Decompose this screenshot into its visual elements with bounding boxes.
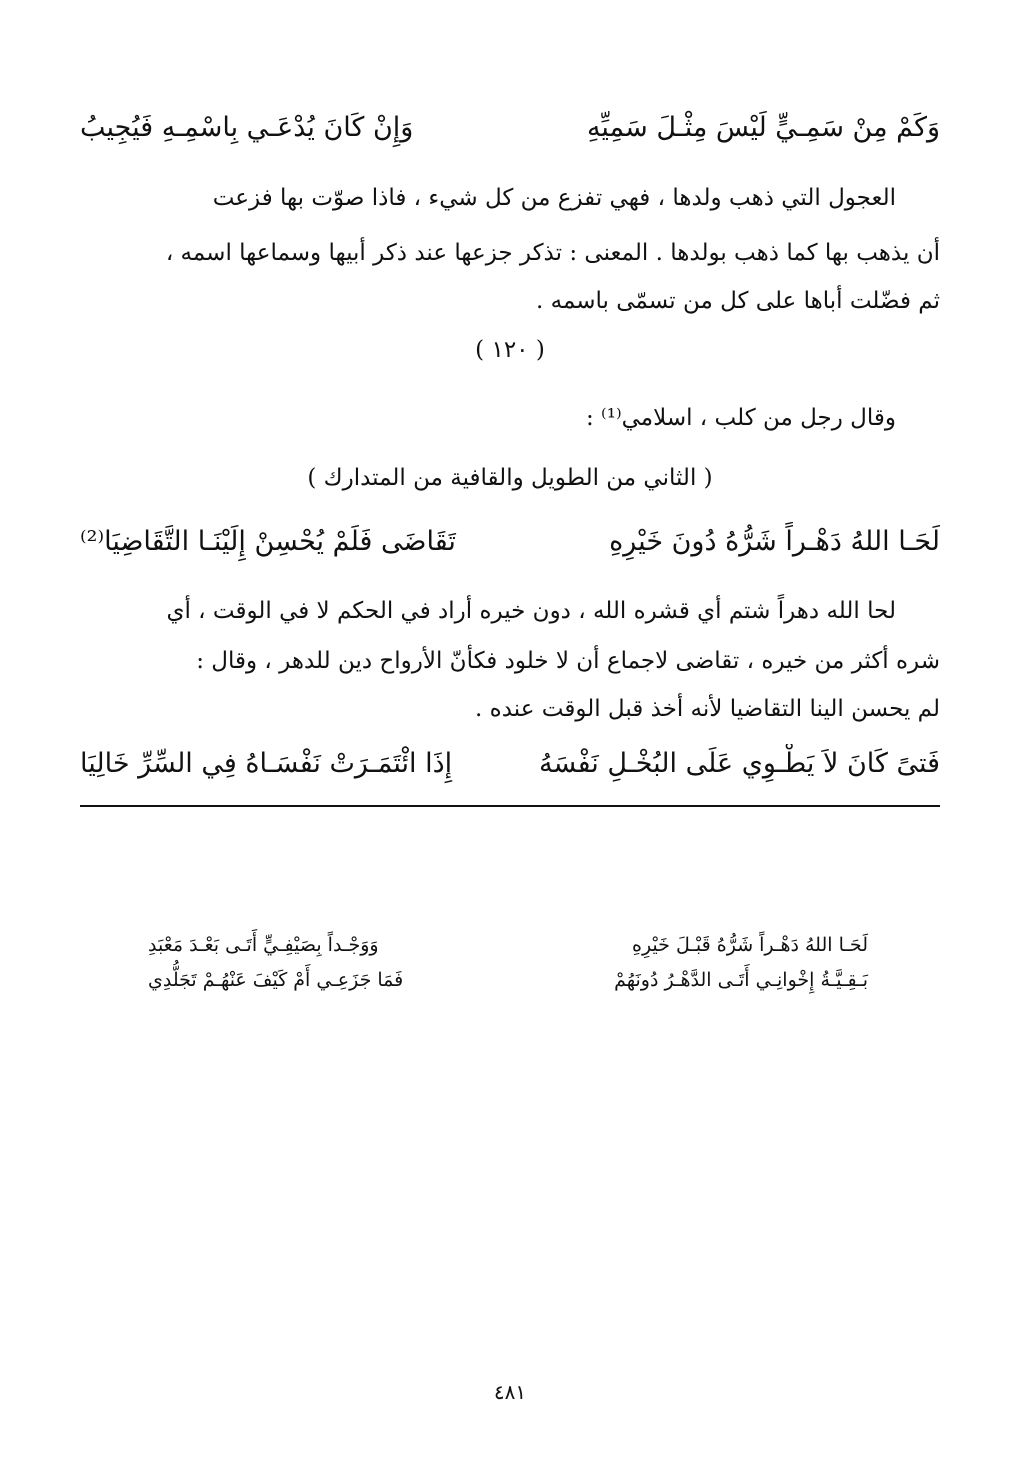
verse-second-hemistich: إِذَا ائْتَمَـرَتْ نَفْسَـاهُ فِي السِّرِّ خَالِيَا xyxy=(80,748,453,779)
poem-number: ( ١٢٠ ) xyxy=(475,337,545,363)
commentary-line: شره أكثر من خيره ، تقاضى لاجماع أن لا خلود فكأنّ الأرواح دين للدهر ، وقال : xyxy=(196,648,940,674)
verse-second-hemistich: فَمَا جَزَعِـي أَمْ كَيْفَ عَنْهُـمْ تَجَلُّدِي xyxy=(148,969,404,991)
verse-second-hemistich: وَإِنْ كَانَ يُدْعَـي بِاسْمِـهِ فَيُجِيبُ xyxy=(80,112,414,143)
verse-first-hemistich: لَحَـا اللهُ دَهْـراً شَرُّهُ دُونَ خَيْرِهِ xyxy=(609,526,940,557)
poem-meter: ( الثاني من الطويل والقافية من المتدارك ) xyxy=(307,465,713,491)
poem-verse xyxy=(80,522,940,562)
commentary-line: ثم فضّلت أباها على كل من تسمّى باسمه . xyxy=(536,288,940,314)
commentary-line: لحا الله دهراً شتم أي قشره الله ، دون خيره أراد في الحكم لا في الوقت ، أي xyxy=(166,598,896,624)
commentary-line: العجول التي ذهب ولدها ، فهي تفزع من كل شيء ، فاذا صوّت بها فزعت xyxy=(212,185,896,211)
poem-verse xyxy=(80,744,940,784)
footnote-verse xyxy=(148,930,868,960)
verse-first-hemistich: وَكَمْ مِنْ سَمِـيٍّ لَيْسَ مِثْـلَ سَمِيِّهِ xyxy=(586,112,940,143)
commentary-line: أن يذهب بها كما ذهب بولدها . المعنى : تذكر جزعها عند ذكر أبيها وسماعها اسمه ، xyxy=(165,240,940,266)
verse-first-hemistich: بَـقِـيَّـةُ إِخْوانِـي أَتَـى الدَّهْـرُ دُونَهُمْ xyxy=(614,969,868,991)
page-number: ٤٨١ xyxy=(493,1380,527,1404)
verse-first-hemistich: لَحَـا اللهُ دَهْـراً شَرُّهُ قَبْـلَ خَيْرِهِ xyxy=(631,934,868,956)
top-verse xyxy=(80,108,940,148)
commentary-line: لم يحسن الينا التقاضيا لأنه أخذ قبل الوقت عنده . xyxy=(475,696,940,722)
verse-second-hemistich: تَقَاضَى فَلَمْ يُحْسِنْ إِلَيْنَـا التَّقَاضِيَا⁽²⁾ xyxy=(80,526,456,557)
footnote-verse xyxy=(148,965,868,995)
poem-attribution: وقال رجل من كلب ، اسلامي⁽¹⁾ : xyxy=(586,405,896,431)
verse-second-hemistich: وَوَجْـداً بِصَيْفِـيٍّ أَتَـى بَعْـدَ مَعْبَدِ xyxy=(148,934,379,956)
footnote-separator xyxy=(80,805,940,807)
verse-first-hemistich: فَتىً كَانَ لاَ يَطْـوِي عَلَى البُخْـلِ نَفْسَهُ xyxy=(539,748,940,779)
